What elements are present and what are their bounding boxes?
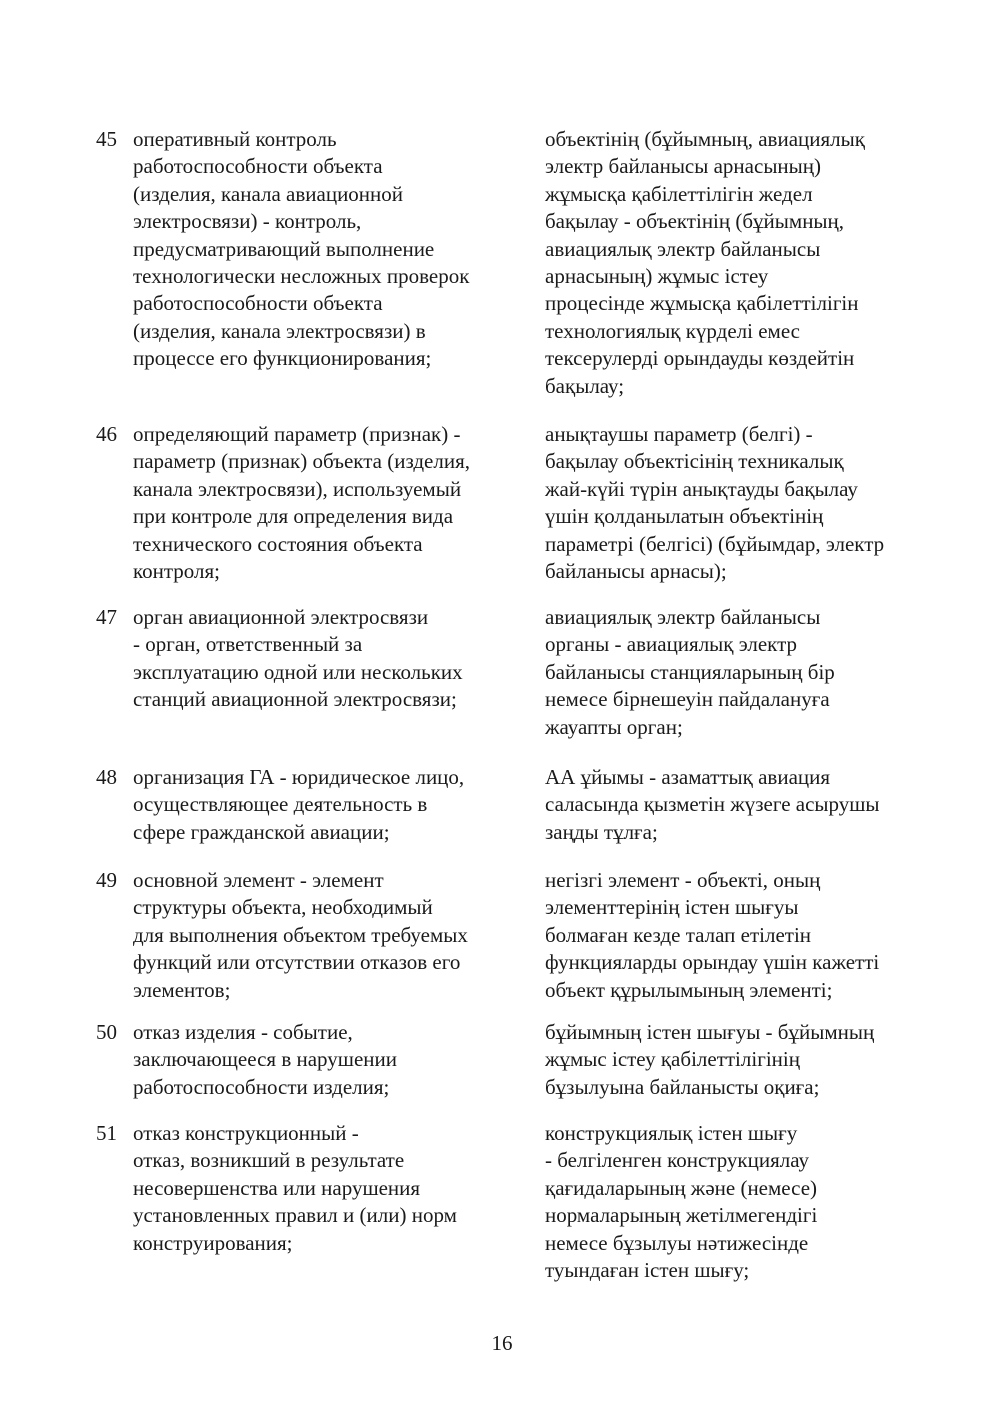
text-line: бұзылуына байланысты оқиға; [545, 1074, 820, 1099]
kazakh-definition [545, 1120, 930, 1284]
text-line: қағидаларының және (немесе) [545, 1175, 818, 1200]
text-line: организация ГА - юридическое лицо, [133, 765, 465, 789]
text-line: - белгіленген конструкциялау [545, 1148, 810, 1173]
text-line: объект құрылымының элементі; [545, 977, 833, 1002]
text-line: арнасының) жұмыс істеу [545, 264, 769, 289]
text-line: осуществляющее деятельность в [133, 792, 428, 817]
text-line: (изделия, канала авиационной [133, 181, 404, 206]
russian-definition [133, 126, 513, 373]
text-line: процесінде жұмысқа қабілеттілігін [545, 291, 859, 316]
text-line: жай-күйі түрін анықтауды бақылау [545, 476, 858, 501]
text-line: отказ конструкционный - [133, 1121, 359, 1145]
russian-definition [133, 421, 513, 585]
text-line: орган авиационной электросвязи [133, 605, 429, 629]
russian-definition [133, 867, 513, 1004]
text-line: электр байланысы арнасының) [545, 154, 822, 179]
text-line: конструирования; [133, 1230, 293, 1255]
text-line: нормаларының жетілмегендігі [545, 1203, 818, 1228]
text-line: эксплуатацию одной или нескольких [133, 659, 463, 684]
text-line: туындаған істен шығу; [545, 1258, 750, 1283]
text-line: элементов; [133, 977, 231, 1002]
russian-definition [133, 604, 513, 714]
text-line: установленных правил и (или) норм [133, 1203, 457, 1228]
text-line: - орган, ответственный за [133, 632, 363, 657]
text-line: при контроле для определения вида [133, 504, 454, 529]
text-line: технического состояния объекта [133, 531, 423, 556]
text-line: АА ұйымы - азаматтық авиация [545, 765, 831, 789]
text-line: авиациялық электр байланысы [545, 236, 821, 261]
kazakh-definition [545, 126, 930, 400]
entry-number: 51 [96, 1121, 117, 1145]
text-line: работоспособности изделия; [133, 1074, 390, 1099]
text-line: саласында қызметін жүзеге асырушы [545, 792, 880, 817]
text-line: определяющий параметр (признак) - [133, 422, 461, 446]
text-line: работоспособности объекта [133, 154, 383, 179]
text-line: негізгі элемент - объекті, оның [545, 868, 821, 892]
text-line: предусматривающий выполнение [133, 236, 435, 261]
text-line: заңды тұлға; [545, 819, 658, 844]
text-line: отказ, возникший в результате [133, 1148, 405, 1173]
text-line: отказ изделия - событие, [133, 1020, 353, 1044]
text-line: для выполнения объектом требуемых [133, 922, 468, 947]
text-line: основной элемент - элемент [133, 868, 384, 892]
kazakh-definition [545, 764, 930, 846]
text-line: контроля; [133, 559, 221, 584]
text-line: конструкциялық істен шығу [545, 1121, 798, 1145]
entry-number: 46 [96, 422, 117, 446]
text-line: авиациялық электр байланысы [545, 605, 821, 629]
text-line: бақылау объектісінің техникалық [545, 449, 844, 474]
text-line: оперативный контроль [133, 127, 337, 151]
text-line: байланысы станцияларының бір [545, 659, 835, 684]
entry-number: 45 [96, 127, 117, 151]
kazakh-definition [545, 867, 930, 1004]
text-line: элементтерінің істен шығуы [545, 895, 799, 920]
entry-number: 48 [96, 765, 117, 789]
text-line: тексерулерді орындауды көздейтін [545, 346, 855, 371]
text-line: бақылау - объектінің (бұйымның, [545, 209, 845, 234]
text-line: бұйымның істен шығуы - бұйымның [545, 1020, 875, 1044]
text-line: бақылау; [545, 373, 625, 398]
kazakh-definition [545, 1019, 930, 1101]
text-line: жауапты орган; [545, 714, 683, 739]
russian-definition [133, 764, 513, 846]
text-line: жұмысқа қабілеттілігін жедел [545, 181, 813, 206]
text-line: немесе бірнешеуін пайдалануға [545, 687, 830, 712]
text-line: станций авиационной электросвязи; [133, 687, 457, 712]
text-line: байланысы арнасы); [545, 559, 727, 584]
text-line: электросвязи) - контроль, [133, 209, 362, 234]
text-line: болмаған кезде талап етілетін [545, 922, 812, 947]
text-line: параметр (признак) объекта (изделия, [133, 449, 470, 474]
text-line: объектінің (бұйымның, авиациялық [545, 127, 865, 151]
text-line: функций или отсутствии отказов его [133, 950, 461, 975]
entry-number: 50 [96, 1020, 117, 1044]
page-number: 16 [491, 1331, 513, 1355]
entry-number: 47 [96, 605, 117, 629]
kazakh-definition [545, 604, 930, 741]
russian-definition [133, 1019, 513, 1101]
text-line: структуры объекта, необходимый [133, 895, 433, 920]
text-line: канала электросвязи), используемый [133, 476, 462, 501]
text-line: заключающееся в нарушении [133, 1047, 397, 1072]
text-line: процессе его функционирования; [133, 346, 432, 371]
text-line: технологически несложных проверок [133, 264, 470, 289]
text-line: немесе бұзылуы нәтижесінде [545, 1230, 809, 1255]
text-line: үшін қолданылатын объектінің [545, 504, 824, 529]
entry-number: 49 [96, 868, 117, 892]
text-line: анықтаушы параметр (белгі) - [545, 422, 813, 446]
text-line: технологиялық күрделі емес [545, 318, 800, 343]
kazakh-definition [545, 421, 930, 585]
text-line: параметрі (белгісі) (бұйымдар, электр [545, 531, 885, 556]
text-line: работоспособности объекта [133, 291, 383, 316]
text-line: органы - авиациялық электр [545, 632, 798, 657]
text-line: функцияларды орындау үшін кажетті [545, 950, 880, 975]
text-line: сфере гражданской авиации; [133, 819, 390, 844]
text-line: (изделия, канала электросвязи) в [133, 318, 426, 343]
text-line: несовершенства или нарушения [133, 1175, 421, 1200]
text-line: жұмыс істеу қабілеттілігінің [545, 1047, 800, 1072]
russian-definition [133, 1120, 513, 1257]
